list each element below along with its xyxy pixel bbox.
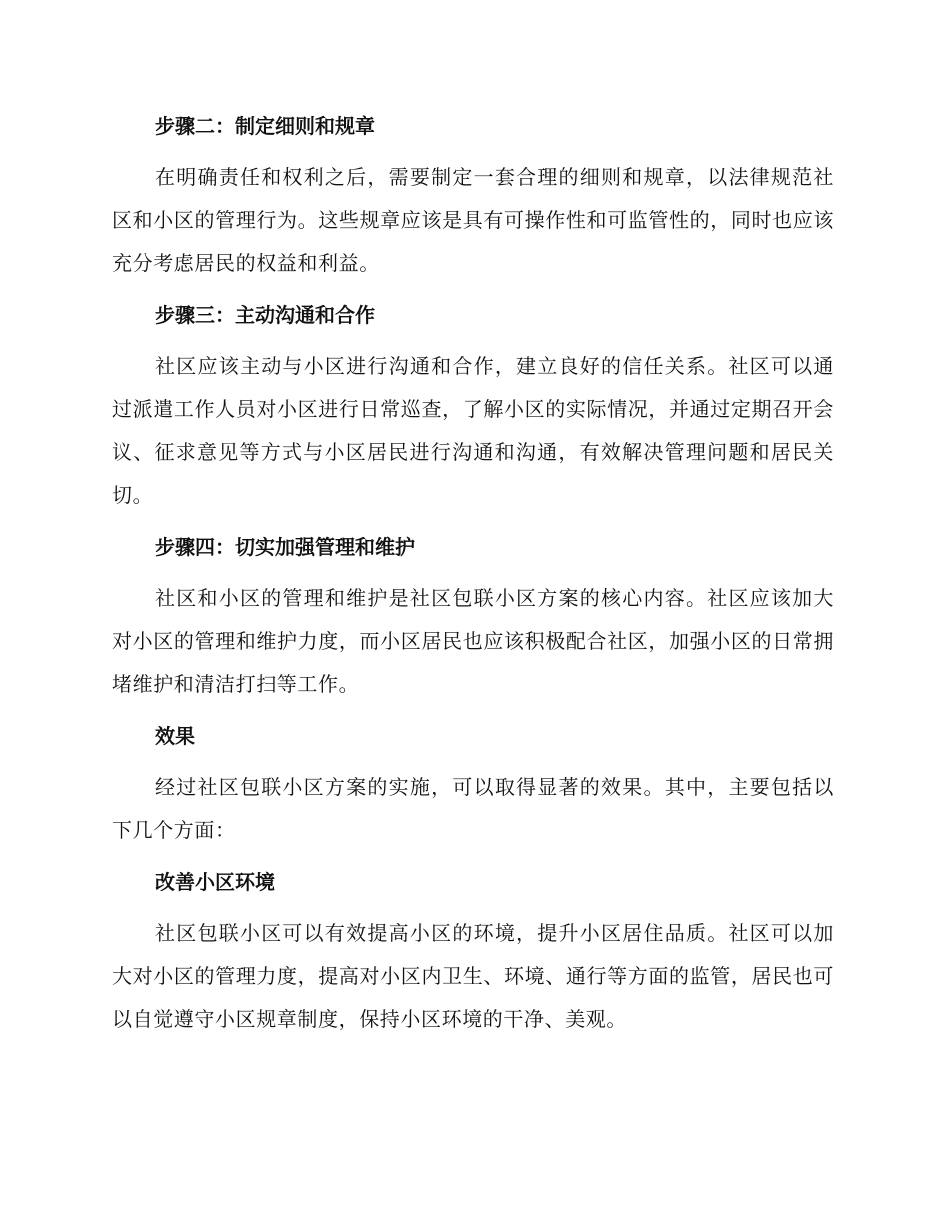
section-heading-step4: 步骤四：切实加强管理和维护 xyxy=(155,535,415,559)
section-paragraph-environment: 社区包联小区可以有效提高小区的环境，提升小区居住品质。社区可以加大对小区的管理力度，提高对小区内卫生、环境、通行等方面的监管，居民也可以自觉遵守小区规章制度，保持小区环境的干净、美观。 xyxy=(112,921,834,1031)
section-paragraph-effects: 经过社区包联小区方案的实施，可以取得显著的效果。其中，主要包括以下几个方面： xyxy=(112,775,834,842)
section-heading-step2: 步骤二：制定细则和规章 xyxy=(155,114,375,138)
section-heading-step3: 步骤三：主动沟通和合作 xyxy=(155,303,375,327)
section-heading-environment: 改善小区环境 xyxy=(155,870,275,894)
section-paragraph-step3: 社区应该主动与小区进行沟通和合作，建立良好的信任关系。社区可以通过派遣工作人员对小区进行日常巡查，了解小区的实际情况，并通过定期召开会议、征求意见等方式与小区居民进行沟通和沟通，有效解决管理问题和居民关切。 xyxy=(112,354,834,507)
document-page xyxy=(112,104,834,1041)
section-paragraph-step2: 在明确责任和权利之后，需要制定一套合理的细则和规章，以法律规范社区和小区的管理行为。这些规章应该是具有可操作性和可监管性的，同时也应该充分考虑居民的权益和利益。 xyxy=(112,165,834,275)
section-paragraph-step4: 社区和小区的管理和维护是社区包联小区方案的核心内容。社区应该加大对小区的管理和维护力度，而小区居民也应该积极配合社区，加强小区的日常拥堵维护和清洁打扫等工作。 xyxy=(112,586,834,696)
section-heading-effects: 效果 xyxy=(155,724,195,748)
